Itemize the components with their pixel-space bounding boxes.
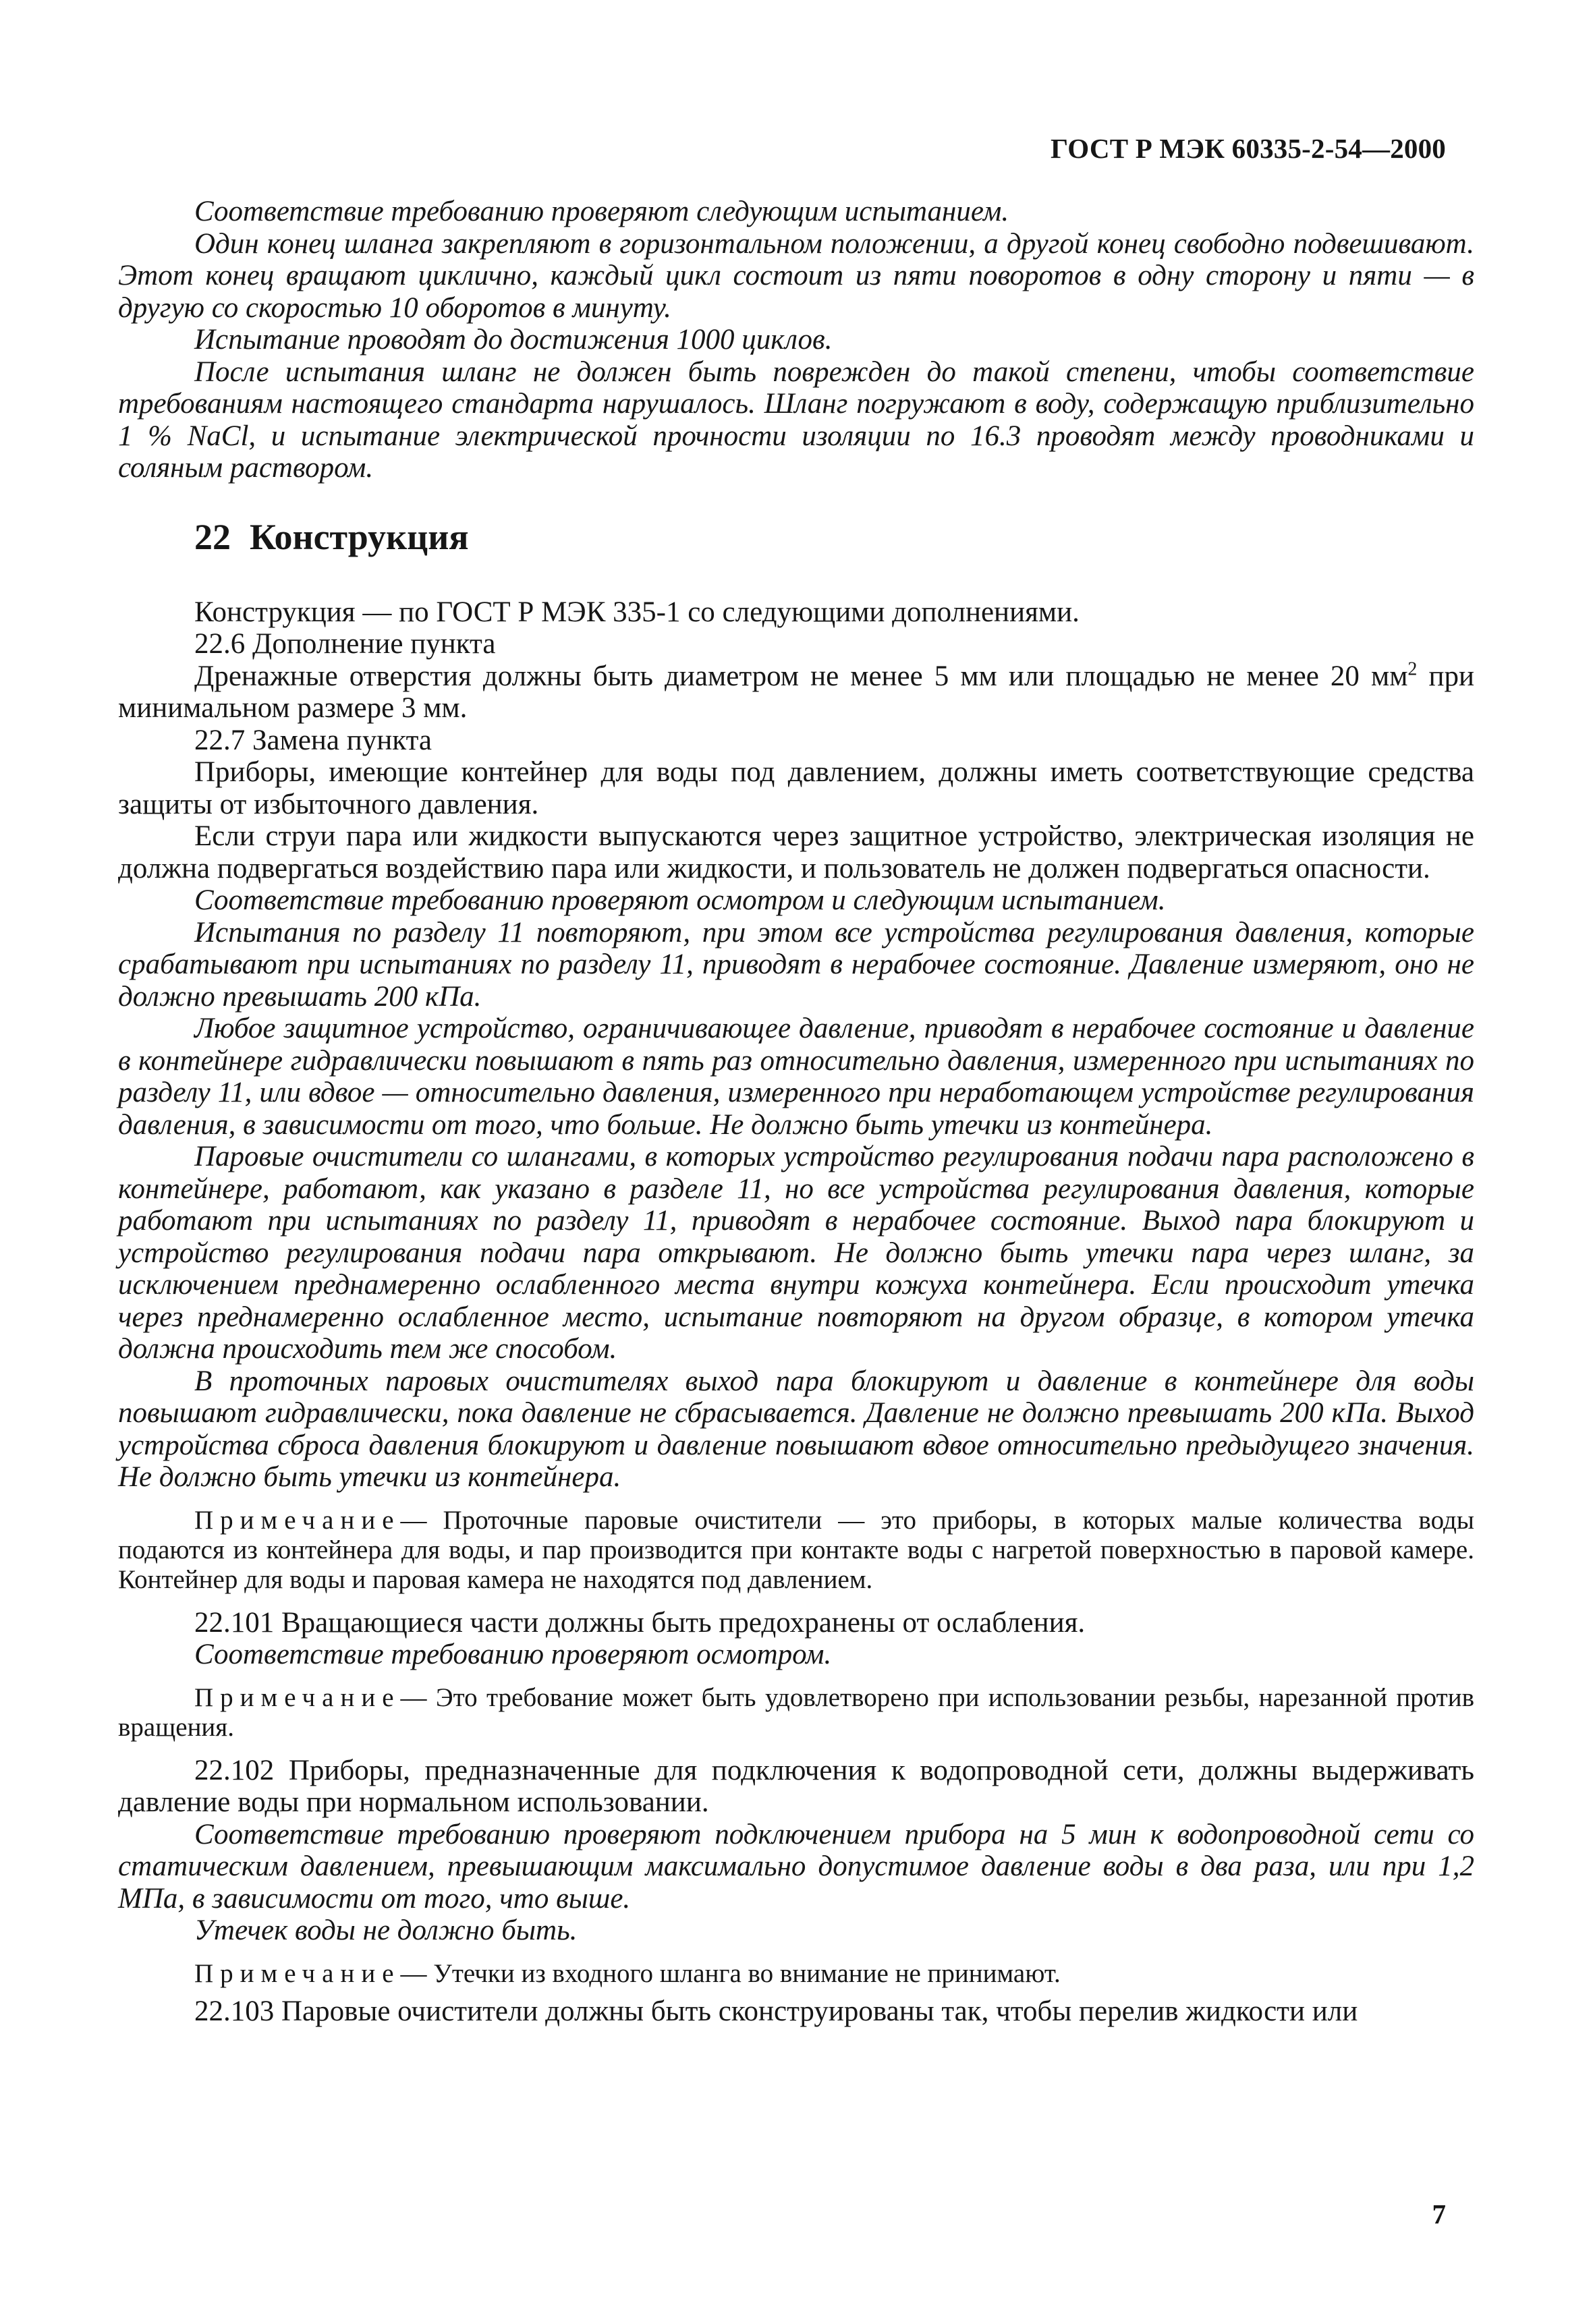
note-1-text: — Проточные паровые очистители — это приборы, в которых малые количества воды подаются из контейнера для воды, и пар производится при контакте воды с нагретой поверхностью в паровой камере. Контейнер для воды и паровая камера не находятся под давлением. bbox=[118, 1505, 1474, 1594]
clause-22-6-title: 22.6 Дополнение пункта bbox=[194, 628, 496, 660]
note-3 bbox=[118, 1959, 1474, 1989]
clause-22-6-body: Дренажные отверстия должны быть диаметром не менее 5 мм или площадью не менее 20 мм bbox=[194, 660, 1408, 692]
test-cycles-text: Испытание проводят до достижения 1000 циклов. bbox=[194, 324, 833, 356]
clause-22-101: 22.101 Вращающиеся части должны быть предохранены от ослабления. bbox=[194, 1606, 1086, 1639]
clause-22-101-compliance: Соответствие требованию проверяют осмотром. bbox=[194, 1639, 832, 1670]
note-2 bbox=[118, 1683, 1474, 1742]
page-content bbox=[118, 196, 1474, 2027]
section-title: Конструкция bbox=[250, 516, 469, 557]
clause-22-7-title: 22.7 Замена пункта bbox=[194, 724, 432, 756]
clause-22-7-test-3: Паровые очистители со шлангами, в которых устройство регулирования подачи пара расположено в контейнере, работают, как указано в разделе 11, но все устройства регулирования давления, которые работают при испытаниях по разделу 11, приводят в нерабочее состояние. Выход пара блокируют и устройство регулирования подачи пара открывают. Не должно быть утечки пара через шланг, за исключением преднамеренно ослабленного места внутри кожуха контейнера. Если происходит утечка через преднамеренно ослабленное место, испытание повторяют на другом образце, в котором утечка должна происходить тем же способом. bbox=[118, 1141, 1474, 1365]
page-number: 7 bbox=[1432, 2199, 1446, 2230]
section-number: 22 bbox=[194, 516, 231, 557]
clause-22-7-test-4: В проточных паровых очистителях выход пара блокируют и давление в контейнере для воды повышают гидравлически, пока давление не сбрасывается. Давление не должно превышать 200 кПа. Выход устройства сброса давления блокируют и давление повышают вдвое относительно предыдущего значения. Не должно быть утечки из контейнера. bbox=[118, 1365, 1474, 1493]
note-label: Примечание bbox=[194, 1682, 401, 1712]
note-2-text: — Это требование может быть удовлетворено при использовании резьбы, нарезанной против вращения. bbox=[118, 1682, 1474, 1742]
section-intro: Конструкция — по ГОСТ Р МЭК 335-1 со следующими дополнениями. bbox=[194, 596, 1080, 628]
clause-22-7-test-1: Испытания по разделу 11 повторяют, при этом все устройства регулирования давления, которые срабатывают при испытаниях по разделу 11, приводят в нерабочее состояние. Давление измеряют, оно не должно превышать 200 кПа. bbox=[118, 916, 1474, 1013]
post-test-requirements: После испытания шланг не должен быть поврежден до такой степени, чтобы соответствие требованиям настоящего стандарта нарушалось. Шланг погружают в воду, содержащую приблизительно 1 % NaCl, и испытание электрической прочности изоляции по 16.3 проводят между проводниками и соляным раствором. bbox=[118, 356, 1474, 484]
clause-22-7-compliance: Соответствие требованию проверяют осмотром и следующим испытанием. bbox=[194, 884, 1166, 916]
clause-22-7-paragraph-1: Приборы, имеющие контейнер для воды под давлением, должны иметь соответствующие средства защиты от избыточного давления. bbox=[118, 756, 1474, 820]
compliance-check-text: Соответствие требованию проверяют следующим испытанием. bbox=[194, 196, 1009, 227]
clause-22-102-result: Утечек воды не должно быть. bbox=[194, 1915, 578, 1946]
note-3-text: — Утечки из входного шланга во внимание не принимают. bbox=[400, 1958, 1061, 1988]
document-code-header: ГОСТ Р МЭК 60335-2-54—2000 bbox=[1051, 133, 1446, 164]
clause-22-102: 22.102 Приборы, предназначенные для подключения к водопроводной сети, должны выдерживать давление воды при нормальном использовании. bbox=[118, 1754, 1474, 1818]
note-1 bbox=[118, 1506, 1474, 1595]
clause-22-102-compliance: Соответствие требованию проверяют подключением прибора на 5 мин к водопроводной сети со статическим давлением, превышающим максимально допустимое давление воды в два раза, или при 1,2 МПа, в зависимости от того, что выше. bbox=[118, 1818, 1474, 1915]
clause-22-103: 22.103 Паровые очистители должны быть сконструированы так, чтобы перелив жидкости или bbox=[194, 1995, 1358, 2027]
clause-22-6-tail: при минимальном размере 3 мм. bbox=[118, 660, 1474, 724]
section-heading bbox=[194, 517, 1474, 557]
clause-22-7-paragraph-2: Если струи пара или жидкости выпускаются через защитное устройство, электрическая изоляция не должна подвергаться воздействию пара или жидкости, и пользователь не должен подвергаться опасности. bbox=[118, 820, 1474, 884]
note-label: Примечание bbox=[194, 1958, 401, 1988]
hose-test-description: Один конец шланга закрепляют в горизонтальном положении, а другой конец свободно подвешивают. Этот конец вращают циклично, каждый цикл состоит из пяти поворотов в одну сторону и пяти — в другую со скоростью 10 оборотов в минуту. bbox=[118, 227, 1474, 324]
clause-22-6-superscript: 2 bbox=[1407, 658, 1418, 680]
note-label: Примечание bbox=[194, 1505, 401, 1535]
clause-22-7-test-2: Любое защитное устройство, ограничивающее давление, приводят в нерабочее состояние и давление в контейнере гидравлически повышают в пять раз относительно давления, измеренного при испытаниях по разделу 11, или вдвое — относительно давления, измеренного при неработающем устройстве регулирования давления, в зависимости от того, что больше. Не должно быть утечки из контейнера. bbox=[118, 1013, 1474, 1141]
clause-22-6-text bbox=[118, 660, 1474, 725]
